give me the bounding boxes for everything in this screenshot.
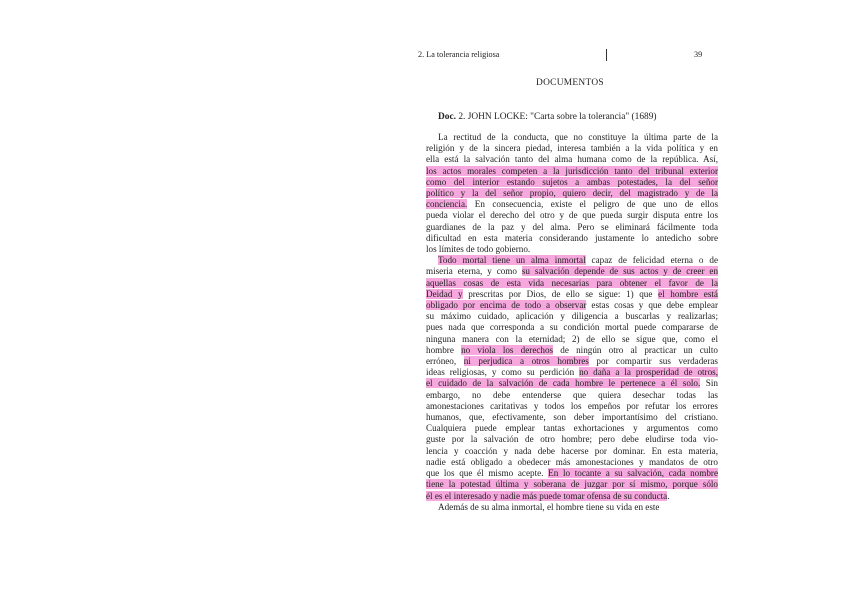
text-line — [426, 255, 718, 266]
text-line — [426, 502, 718, 513]
highlighted-text: obligado por encima de todo a observar — [426, 300, 587, 311]
highlighted-text: el hombre está — [658, 288, 718, 299]
text-line — [426, 244, 718, 255]
text-line — [426, 289, 718, 300]
text-segment: amonestaciones caritativas y todos los empeños por refutar los errores — [426, 400, 718, 411]
page-number: 39 — [694, 50, 703, 59]
text-line — [426, 132, 718, 143]
highlighted-text: como del interior estando sujetos a ambas potestades, la del señor — [426, 176, 718, 187]
text-segment: Además de su alma inmortal, el hombre tiene su vida en este — [438, 501, 660, 512]
text-segment: que los que él mismo acepte. — [426, 468, 549, 479]
text-segment: de ningún otro al practicar un culto — [553, 344, 718, 355]
text-segment: hombre — [426, 344, 462, 355]
text-segment: su máximo cuidado, aplicación y diligencia a buscarlas y realizarlas; — [426, 311, 718, 322]
text-line — [426, 266, 718, 277]
highlighted-text: conciencia. — [426, 199, 468, 210]
highlighted-text: los actos morales competen a la jurisdicción tanto del tribunal exterior — [426, 165, 718, 176]
text-line — [426, 457, 718, 468]
text-segment: . — [667, 490, 670, 501]
text-segment: estas cosas y que debe emplear — [586, 300, 718, 311]
text-line — [426, 390, 718, 401]
document-heading — [438, 112, 657, 122]
text-line — [426, 412, 718, 423]
text-line — [426, 479, 718, 490]
text-segment: ella está la salvación tanto del alma humana como de la república. Así, — [426, 154, 718, 165]
text-segment: religión y de la sincera piedad, interesa también a la vida política y en — [426, 143, 718, 154]
document-page — [418, 44, 719, 564]
document-heading-text: 2. JOHN LOCKE: "Carta sobre la tolerancia" (1689) — [458, 112, 657, 122]
highlighted-text: aquellas cosas de esta vida necesarias para obtener el favor de la — [426, 277, 718, 288]
text-line — [426, 278, 718, 289]
text-segment: La rectitud de la conducta, que no constituye la última parte de la — [438, 132, 718, 142]
document-body — [426, 132, 718, 513]
text-segment: prescritas por Dios, de ello se sigue: 1) que — [462, 288, 659, 299]
text-line — [426, 322, 718, 333]
text-line — [426, 423, 718, 434]
text-segment: guardianes de la paz y del alma. Pero se eliminará fácilmente toda — [426, 221, 718, 232]
text-segment: En consecuencia, existe el peligro de que uno de ellos — [467, 199, 718, 210]
text-line — [426, 210, 718, 221]
text-segment: guste por la salvación de otro hombre; pero debe eludirse toda vio- — [426, 434, 718, 445]
text-line — [426, 334, 718, 345]
highlighted-text: no viola los derechos — [461, 344, 554, 355]
text-line — [426, 434, 718, 445]
text-line — [426, 311, 718, 322]
text-segment: nadie está obligado a obedecer más amonestaciones y mandatos de otro — [426, 456, 718, 467]
text-line — [426, 468, 718, 479]
text-line — [426, 199, 718, 210]
text-segment: ninguna manera con la eternidad; 2) de ello se sigue que, como el — [426, 333, 718, 344]
header-divider — [606, 49, 607, 61]
text-segment: erróneo, — [426, 356, 464, 367]
document-label: Doc. — [438, 112, 456, 122]
text-line — [426, 345, 718, 356]
text-segment: lencia y coacción y nada debe hacerse por dominar. En esta materia, — [426, 445, 718, 456]
text-line — [426, 401, 718, 412]
text-segment: embargo, no debe entenderse que quiera desechar todas las — [426, 389, 718, 400]
text-segment: por compartir sus verdaderas — [588, 356, 718, 367]
highlighted-text: ni perjudica a otros hombres — [463, 356, 589, 367]
text-segment: Cualquiera puede emplear tantas exhortaciones y argumentos como — [426, 423, 718, 434]
text-segment: Sin — [700, 378, 718, 389]
text-segment: dificultad en esta materia considerando justamente lo antedicho sobre — [426, 232, 718, 243]
text-segment: pueda violar el derecho del otro y de que pueda surgir disputa entre los — [426, 210, 718, 221]
text-line — [426, 446, 718, 457]
text-line — [426, 177, 718, 188]
text-segment: miseria eterna, y como — [426, 266, 522, 277]
highlighted-text: el cuidado de la salvación de cada hombre le pertenece a él solo. — [426, 378, 701, 389]
text-line — [426, 491, 718, 502]
highlighted-text: tiene la potestad última y soberana de juzgar por sí mismo, porque sólo — [426, 479, 718, 490]
text-line — [426, 367, 718, 378]
text-line — [426, 222, 718, 233]
text-line — [426, 188, 718, 199]
text-segment: capaz de felicidad eterna o de — [585, 255, 718, 266]
text-line — [426, 143, 718, 154]
text-segment: humanos, que, efectivamente, son deber importantísimo del cristiano. — [426, 412, 718, 423]
highlighted-text: Todo mortal tiene un alma inmortal — [438, 255, 586, 266]
text-segment: los límites de todo gobierno. — [426, 244, 531, 255]
highlighted-text: político y la del señor propio, quiero decir, del magistrado y de la — [426, 188, 718, 199]
running-title: 2. La tolerancia religiosa — [418, 50, 500, 59]
highlighted-text: él es el interesado y nadie más puede tomar ofensa de su conducta — [426, 490, 668, 501]
text-line — [426, 233, 718, 244]
highlighted-text: no daña a la prosperidad de otros, — [579, 367, 718, 378]
running-head — [418, 50, 718, 64]
text-line — [426, 356, 718, 367]
highlighted-text: En lo tocante a su salvación, cada nombre — [548, 468, 718, 479]
text-line — [426, 378, 718, 389]
text-line — [426, 154, 718, 165]
text-line — [426, 300, 718, 311]
text-line — [426, 166, 718, 177]
section-title: DOCUMENTOS — [536, 78, 604, 88]
highlighted-text: su salvación depende de sus actos y de creer en — [521, 266, 719, 277]
text-segment: ideas religiosas, y como su perdición — [426, 367, 580, 378]
highlighted-text: Deidad y — [426, 288, 463, 299]
text-segment: pues nada que corresponda a su condición mortal puede compararse de — [426, 322, 718, 333]
